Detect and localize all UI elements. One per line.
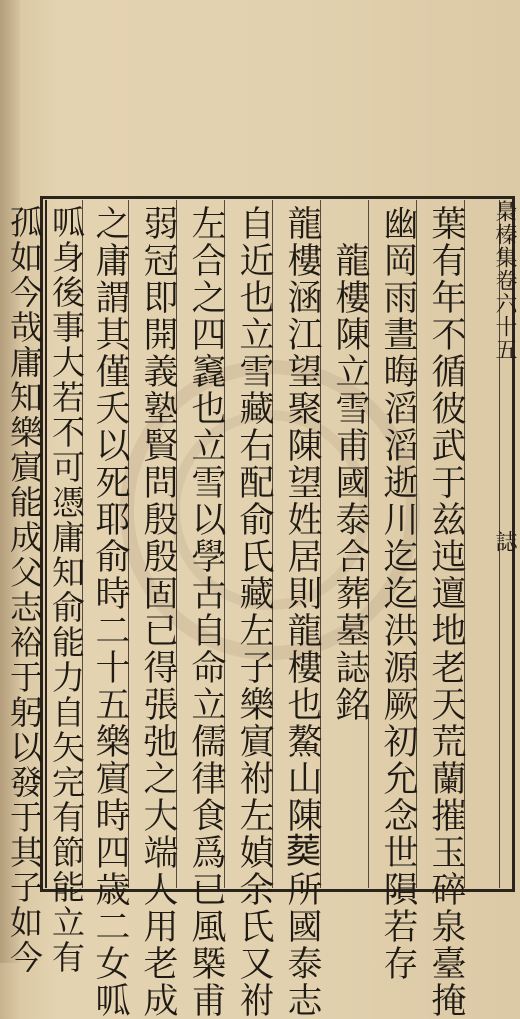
text-column-8: 之庸謂其僅夭以死耶俞時二十五樂賔時四歳二女呱 — [90, 205, 130, 1019]
text-column-4: 龍樓涵江望聚陳望姓居則龍樓也鰲山陳𦵏所國泰志 — [282, 205, 322, 1019]
text-column-1: 葉有年不循彼武于兹迍邅地老天荒蘭摧玉碎泉臺掩 — [426, 205, 466, 1019]
text-column-9: 呱身後事大若不可憑庸知俞能力自矢完有節能立有 — [47, 205, 86, 975]
text-column-10: 孤如今哉庸知樂賔能成父志裕于躬以發于其子如今 — [5, 205, 44, 975]
fold-margin-category: 誌 — [492, 530, 517, 552]
text-column-7: 弱冠即開義塾賢問殷殷固已得張弛之大端人用老成 — [138, 205, 178, 1019]
text-column-2: 幽岡雨晝晦滔滔逝川迄迄洪源厥初允念世隕若存 — [378, 205, 418, 982]
text-column-5: 自近也立雪藏右配俞氏藏左子樂賔祔左媜余氏又祔 — [234, 205, 274, 1019]
text-column-6: 左合之四竁也立雪以學古自命立儒律食爲已風槩甫 — [186, 205, 226, 1019]
text-column-3-heading: 龍樓陳立雪甫國泰合葬墓誌銘 — [330, 205, 370, 723]
fold-margin-title: 梟榛集卷六十五 — [492, 200, 517, 361]
